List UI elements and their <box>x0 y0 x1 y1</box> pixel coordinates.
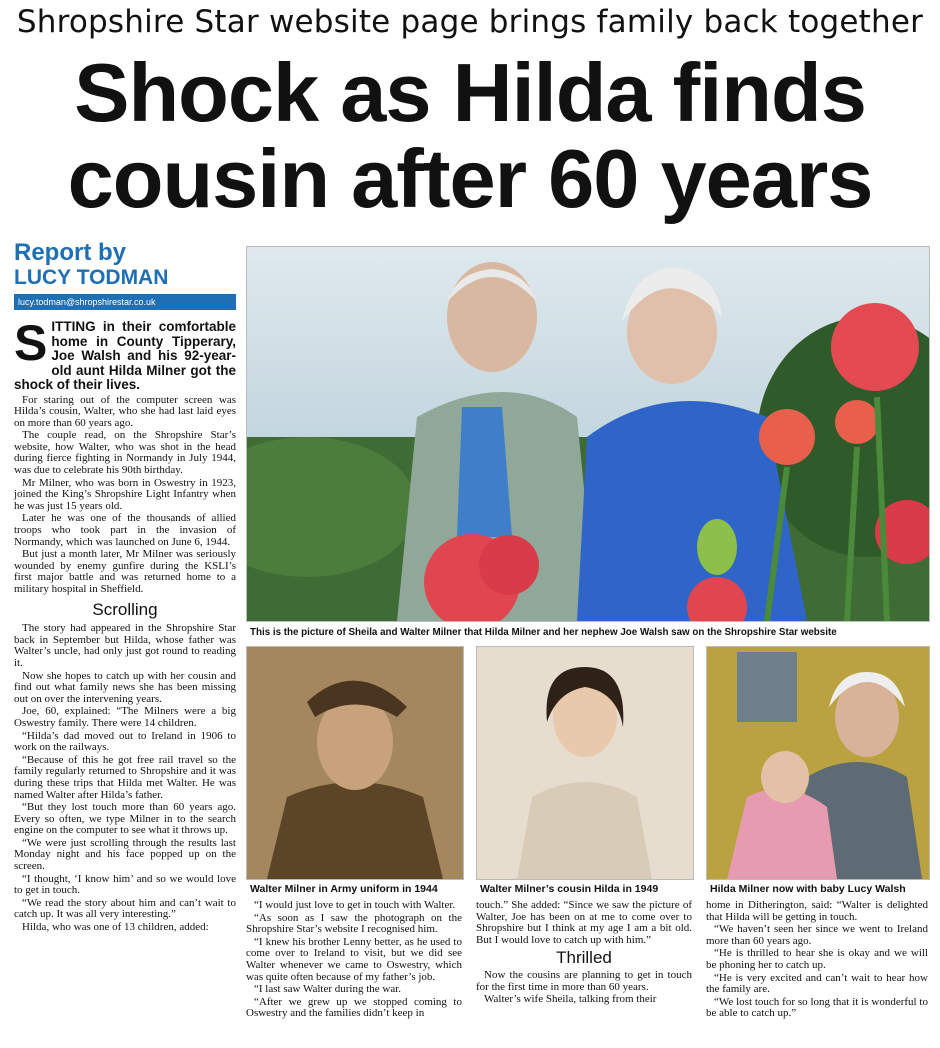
paragraph: “I thought, ‘I know him’ and so we would love to get in touch. <box>14 872 236 897</box>
author-email: lucy.todman@shropshirestar.co.uk <box>14 294 236 310</box>
byline <box>14 240 236 310</box>
army-portrait-illustration <box>247 647 463 879</box>
paragraph: “I would just love to get in touch with Walter. <box>254 899 456 911</box>
paragraph: “We read the story about him and can’t wait to catch up. It was all very interesting.” <box>14 896 236 921</box>
paragraph: “But they lost touch more than 60 years ago. Every so often, we type Milner in to the search engine on the computer to see what it throws up. <box>14 801 236 837</box>
cousin-photo-caption: Walter Milner’s cousin Hilda in 1949 <box>480 883 659 895</box>
paragraph: “He is very excited and can’t wait to hear how the family are. <box>706 971 928 996</box>
article-column-4 <box>706 900 928 1021</box>
report-by: Report by <box>14 239 127 266</box>
article-column-2 <box>246 900 462 1021</box>
paragraph: Now the cousins are planning to get in touch for the first time in more than 60 years. <box>476 968 692 993</box>
drop-cap: S <box>14 315 48 371</box>
paragraph: Later he was one of the thousands of allied troops who took part in the invasion of Normandy, which was launched on June 6, 1944. <box>14 512 236 548</box>
article-column-1 <box>14 315 236 935</box>
main-photo <box>246 246 930 622</box>
paragraph: “I knew his brother Lenny better, as he used to come over to Ireland to visit, but we did see Walter whenever we came to Oswestry, which was quite often because of my father’s job. <box>246 935 462 983</box>
paragraph: Mr Milner, who was born in Oswestry in 1923, joined the King’s Shropshire Light Infantry when he was just 15 years old. <box>14 476 236 512</box>
paragraph: Joe, 60, explained: “The Milners were a big Oswestry family. There were 14 children. <box>14 705 236 729</box>
headline-line-2: cousin after 60 years <box>67 132 873 225</box>
author-name: LUCY TODMAN <box>14 266 169 289</box>
paragraph: “We haven’t seen her since we went to Ireland more than 60 years ago. <box>706 923 928 947</box>
subhead-thrilled: Thrilled <box>556 948 612 968</box>
paragraph: For staring out of the computer screen was Hilda’s cousin, Walter, who she had last laid eyes on more than 60 years ago. <box>14 393 236 429</box>
baby-photo-caption: Hilda Milner now with baby Lucy Walsh <box>710 883 906 895</box>
paragraph: The couple read, on the Shropshire Star’s website, how Walter, who was shot in the head during fierce fighting in Normandy in July 1944, was due to celebrate his 90th birthday. <box>14 429 236 477</box>
paragraph: Hilda, who was one of 13 children, added: <box>22 921 209 934</box>
paragraph: “I last saw Walter during the war. <box>254 983 402 996</box>
army-photo <box>246 646 464 880</box>
paragraph: “He is thrilled to hear she is okay and we will be phoning her to catch up. <box>706 947 928 971</box>
lead-text: ITTING in their comfortable home in County Tipperary, Joe Walsh and his 92-year-old aunt Hilda Milner got the shock of their lives. <box>14 319 236 392</box>
baby-portrait-illustration <box>707 647 929 879</box>
paragraph: Walter’s wife Sheila, talking from their <box>484 993 657 1006</box>
main-photo-caption: This is the picture of Sheila and Walter Milner that Hilda Milner and her nephew Joe Walsh saw on the Shropshire Star website <box>250 627 837 638</box>
army-photo-caption: Walter Milner in Army uniform in 1944 <box>250 883 438 895</box>
subhead-scrolling: Scrolling <box>92 599 158 619</box>
baby-photo <box>706 646 930 880</box>
cousin-photo <box>476 646 694 880</box>
paragraph: “We were just scrolling through the results last Monday night and his face popped up on the screen. <box>14 836 236 873</box>
couple-photo-illustration <box>247 247 929 621</box>
paragraph: “We lost touch for so long that it is wonderful to be able to catch up.” <box>706 995 928 1020</box>
article-column-3 <box>476 900 692 1007</box>
paragraph: home in Ditherington, said: “Walter is delighted that Hilda will be getting in touch. <box>706 899 928 923</box>
paragraph: “Because of this he got free rail travel so the family regularly returned to Shropshire and it was during these trips that Hilda met Walter. He was named Walter after Hilda’s father. <box>14 753 236 801</box>
cousin-portrait-illustration <box>477 647 693 879</box>
paragraph: The story had appeared in the Shropshire Star back in September but Hilda, whose father was Walter’s uncle, had only just got round to reading it. <box>14 622 236 669</box>
paragraph: “Hilda’s dad moved out to Ireland in 1906 to work on the railways. <box>14 729 236 754</box>
paragraph: “After we grew up we stopped coming to Oswestry and the families didn’t keep in <box>246 995 462 1020</box>
paragraph: But just a month later, Mr Milner was seriously wounded by enemy gunfire during the KSLI’s first major battle and was returned home to a military hospital in Sheffield. <box>14 548 236 595</box>
lead-paragraph <box>14 315 236 393</box>
paragraph: touch.” She added: “Since we saw the picture of Walter, Joe has been on at me to come over to Shropshire but I think at my age I am a bit old. But I would love to catch up with him.” <box>476 899 692 946</box>
kicker: Shropshire Star website page brings family back together <box>16 4 924 40</box>
headline <box>0 46 940 225</box>
paragraph: Now she hopes to catch up with her cousin and find out what family news she has been missing out on over the intervening years. <box>14 669 236 705</box>
paragraph: “As soon as I saw the photograph on the Shropshire Star’s website I recognised him. <box>246 911 462 936</box>
headline-line-1: Shock as Hilda finds <box>74 46 866 139</box>
